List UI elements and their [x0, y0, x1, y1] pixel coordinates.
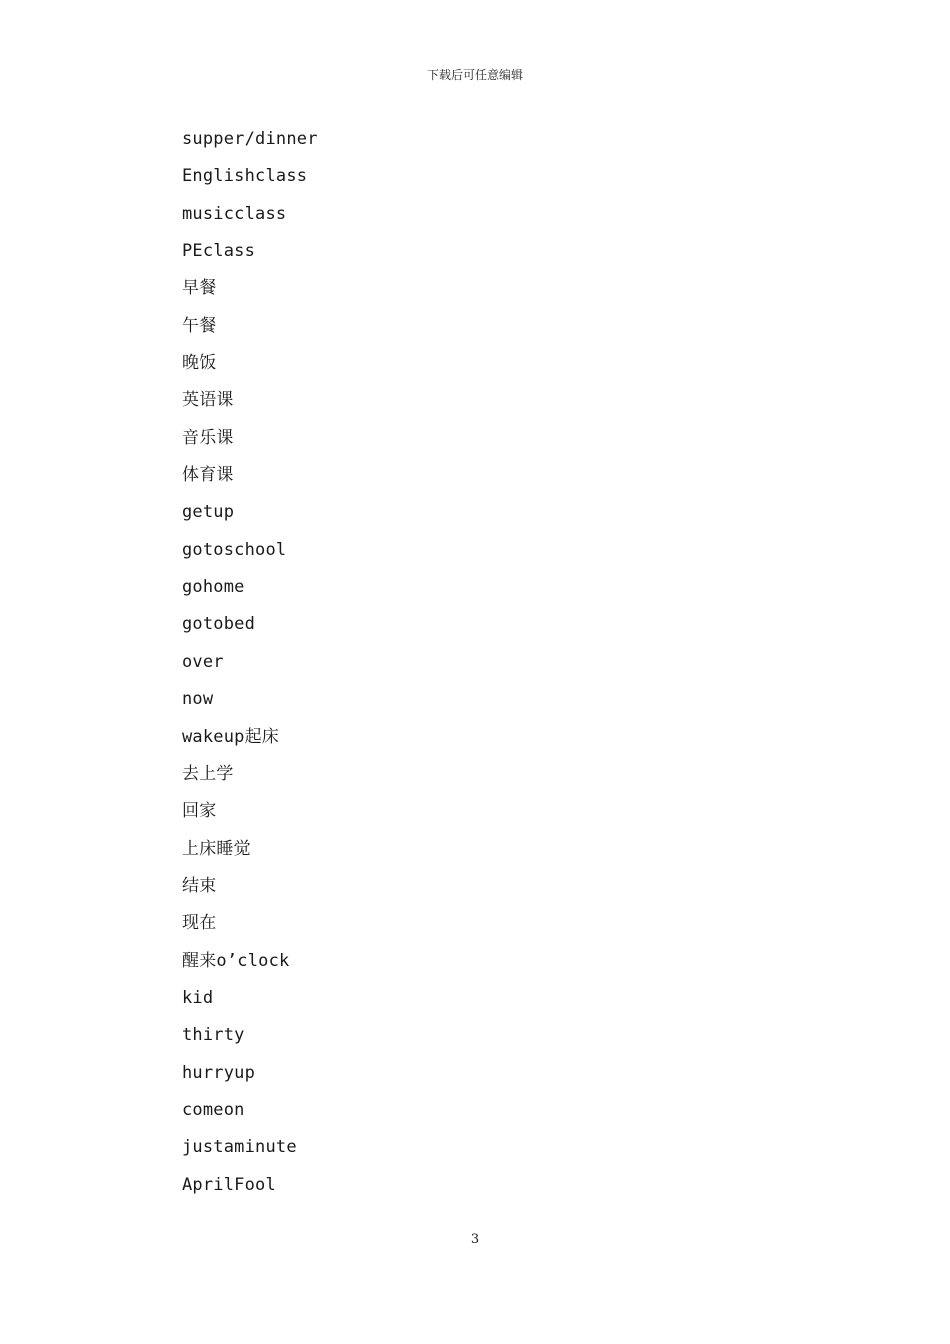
list-item: musicclass	[182, 203, 287, 224]
list-item: PEclass	[182, 241, 256, 262]
list-item: kid	[182, 987, 214, 1008]
list-item: 上床睡觉	[182, 838, 251, 859]
list-item: 晚饭	[182, 353, 217, 374]
list-item: now	[182, 689, 214, 710]
list-item: justaminute	[182, 1137, 297, 1158]
list-item: hurryup	[182, 1062, 256, 1083]
list-item: 回家	[182, 801, 217, 822]
list-item: 早餐	[182, 278, 217, 299]
list-item: getup	[182, 502, 235, 523]
list-item: comeon	[182, 1099, 245, 1120]
list-item: 结束	[182, 875, 217, 896]
page-number: 3	[470, 1232, 480, 1247]
list-item: gotobed	[182, 614, 256, 635]
list-item: over	[182, 651, 224, 672]
list-item: 音乐课	[182, 427, 234, 448]
list-item: 醒来o’clock	[182, 950, 290, 971]
list-item: 现在	[182, 913, 217, 934]
page-header: 下载后可任意编辑	[426, 68, 523, 82]
list-item: 去上学	[182, 763, 234, 784]
vocabulary-list	[182, 126, 318, 1209]
list-item: gotoschool	[182, 539, 287, 560]
list-item: supper/dinner	[182, 129, 318, 149]
list-item: wakeup起床	[182, 726, 280, 747]
list-item: Englishclass	[182, 166, 308, 187]
list-item: thirty	[182, 1025, 245, 1046]
list-item: gohome	[182, 577, 245, 598]
list-item: AprilFool	[182, 1174, 276, 1195]
list-item: 英语课	[182, 390, 234, 411]
list-item: 午餐	[182, 315, 217, 336]
list-item: 体育课	[182, 465, 234, 486]
